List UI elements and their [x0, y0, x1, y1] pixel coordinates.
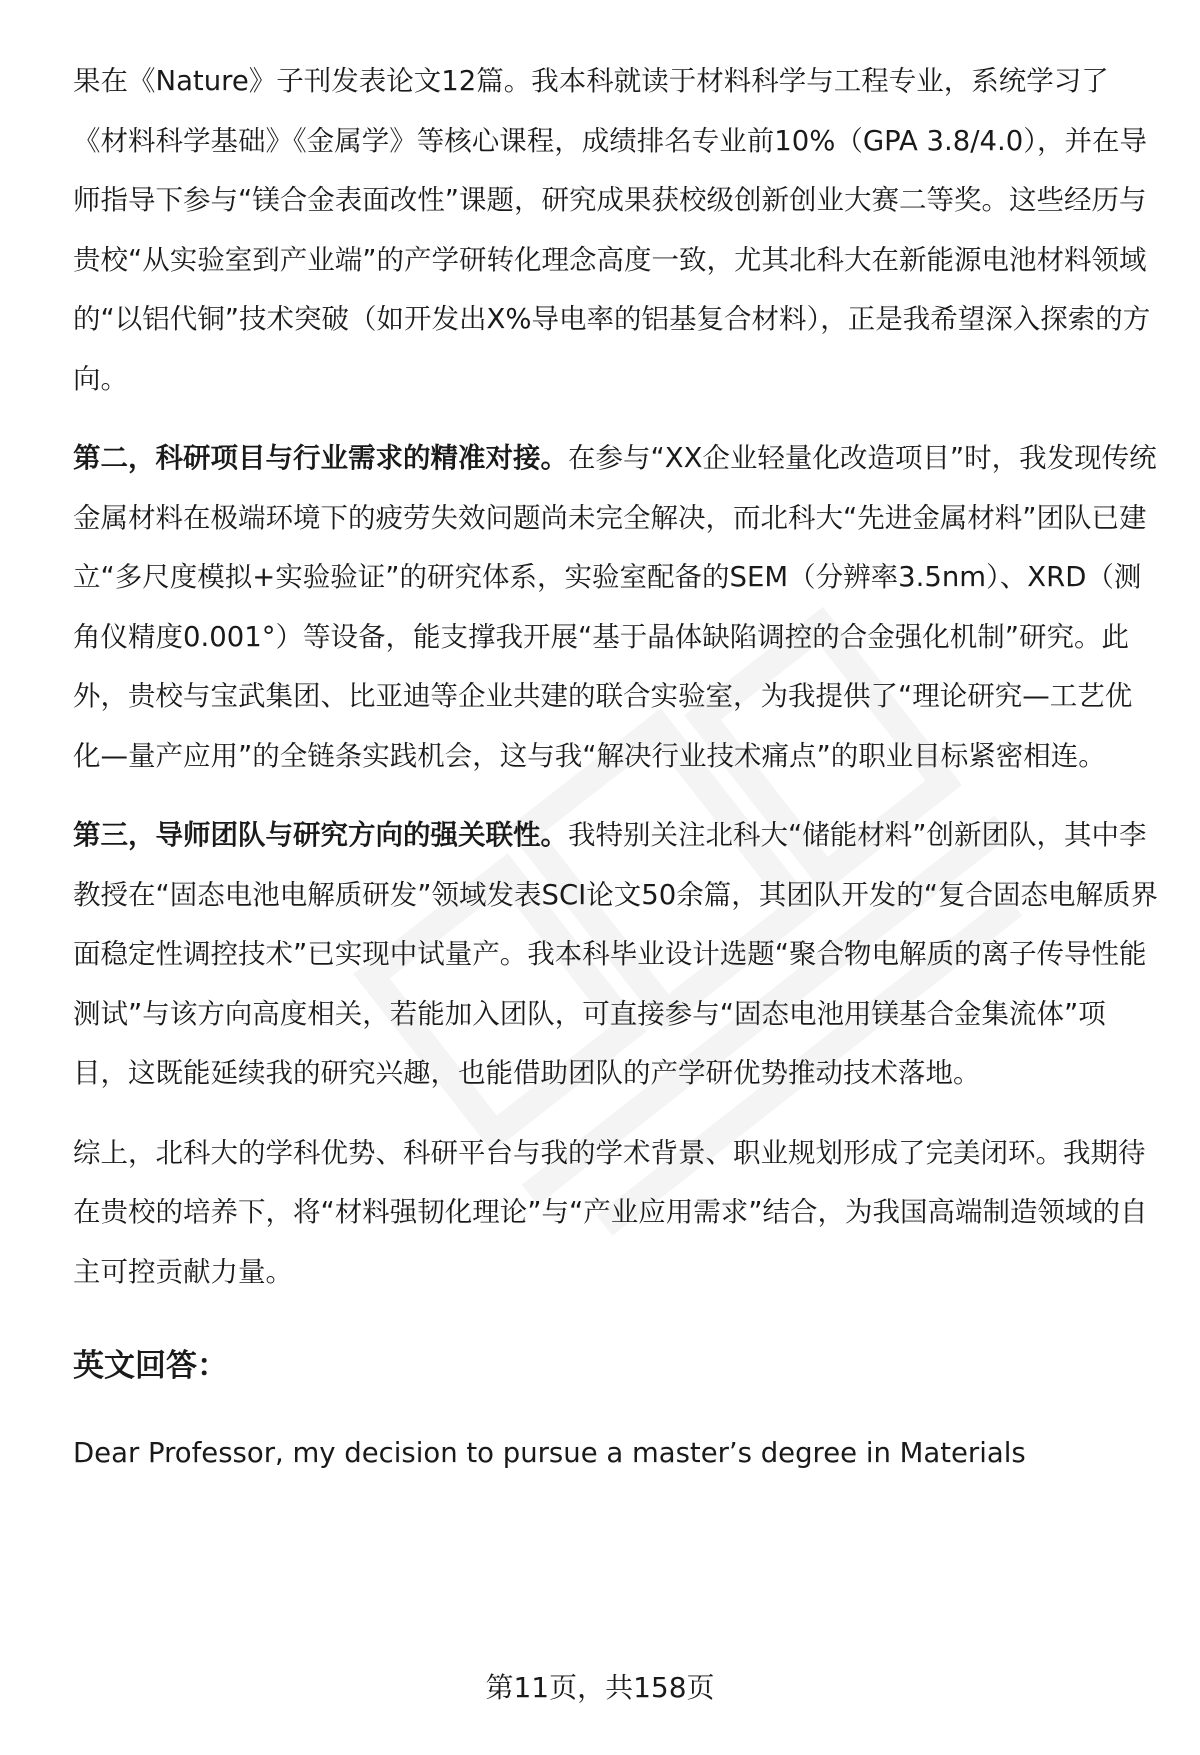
paragraph-4 [73, 1124, 1159, 1303]
english-answer-text: Dear Professor, my decision to pursue a master’s degree in Materials [73, 1437, 1026, 1469]
paragraph-3 [73, 806, 1159, 1104]
page-number: 第11页，共158页 [485, 1671, 715, 1704]
paragraph-2 [73, 429, 1159, 786]
paragraph-2-lead: 第二，科研项目与行业需求的精准对接。 [73, 442, 568, 474]
paragraph-1 [73, 52, 1159, 409]
paragraph-3-text: 我特别关注北科大“储能材料”创新团队，其中李教授在“固态电池电解质研发”领域发表SCI论文50余篇，其团队开发的“复合固态电解质界面稳定性调控技术”已实现中试量产。我本科毕业设计选题“聚合物电解质的离子传导性能测试”与该方向高度相关，若能加入团队，可直接参与“固态电池用镁基合金集流体”项目，这既能延续我的研究兴趣，也能借助团队的产学研优势推动技术落地。 [73, 819, 1158, 1089]
section-heading: 英文回答： [73, 1348, 228, 1384]
paragraph-4-text: 综上，北科大的学科优势、科研平台与我的学术背景、职业规划形成了完美闭环。我期待在贵校的培养下，将“材料强韧化理论”与“产业应用需求”结合，为我国高端制造领域的自主可控贡献力量。 [73, 1136, 1148, 1288]
paragraph-2-text: 在参与“XX企业轻量化改造项目”时，我发现传统金属材料在极端环境下的疲劳失效问题尚未完全解决，而北科大“先进金属材料”团队已建立“多尺度模拟+实验验证”的研究体系，实验室配备的SEM（分辨率3.5nm）、XRD（测角仪精度0.001°）等设备，能支撑我开展“基于晶体缺陷调控的合金强化机制”研究。此外，贵校与宝武集团、比亚迪等企业共建的联合实验室，为我提供了“理论研究—工艺优化—量产应用”的全链条实践机会，这与我“解决行业技术痛点”的职业目标紧密相连。 [73, 442, 1157, 772]
document-body [73, 52, 1159, 1484]
paragraph-1-text: 果在《Nature》子刊发表论文12篇。我本科就读于材料科学与工程专业，系统学习了《材料科学基础》《金属学》等核心课程，成绩排名专业前10%（GPA 3.8/4.0），并在导师指导下参与“镁合金表面改性”课题，研究成果获校级创新创业大赛二等奖。这些经历与贵校“从实验室到产业端”的产学研转化理念高度一致，尤其北科大在新能源电池材料领域的“以铝代铜”技术突破（如开发出X%导电率的铝基复合材料），正是我希望深入探索的方向。 [73, 65, 1151, 395]
paragraph-3-lead: 第三，导师团队与研究方向的强关联性。 [73, 819, 568, 851]
